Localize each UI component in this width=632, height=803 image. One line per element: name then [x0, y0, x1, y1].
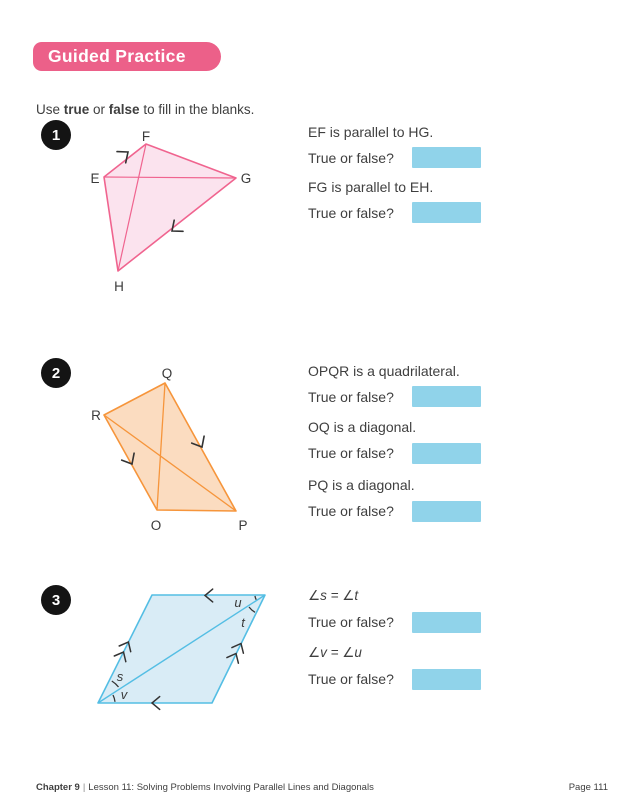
- prompt-text: True or false?: [308, 205, 394, 221]
- answer-blank[interactable]: [412, 386, 481, 407]
- statement-text: FG is parallel to EH.: [308, 179, 434, 195]
- vertex-label-e: E: [90, 171, 100, 186]
- quadrilateral-opqr-shape: [104, 383, 236, 511]
- statement-text: EF is parallel to HG.: [308, 124, 434, 140]
- quadrilateral-efgh-shape: [104, 144, 236, 271]
- instruction-bold-false: false: [108, 101, 140, 117]
- vertex-label-q: Q: [161, 366, 173, 381]
- vertex-label-o: O: [150, 518, 162, 533]
- problem-1-number: 1: [41, 120, 71, 150]
- figure-parallelogram: [90, 585, 275, 717]
- angle-label-v: v: [120, 687, 128, 702]
- figure-quadrilateral-efgh: [85, 125, 260, 300]
- guided-practice-badge: Guided Practice: [33, 42, 221, 71]
- vertex-label-h: H: [114, 279, 124, 294]
- vertex-label-g: G: [240, 171, 252, 186]
- angle-label-s: s: [116, 669, 124, 684]
- footer-lesson: Lesson 11: Solving Problems Involving Parallel Lines and Diagonals: [88, 782, 374, 793]
- vertex-label-f: F: [141, 129, 151, 144]
- prompt-text: True or false?: [308, 389, 394, 405]
- instruction-text: [36, 102, 254, 117]
- prompt-text: True or false?: [308, 614, 394, 630]
- problem-2-number: 2: [41, 358, 71, 388]
- problem-3-number: 3: [41, 585, 71, 615]
- footer-page-number: Page 111: [568, 782, 608, 793]
- footer-separator: |: [82, 782, 86, 793]
- angle-label-u: u: [234, 595, 242, 610]
- instruction-part: Use: [36, 101, 64, 117]
- answer-blank[interactable]: [412, 501, 481, 522]
- footer-chapter: Chapter 9: [36, 782, 80, 793]
- statement-text: ∠s = ∠t: [308, 588, 359, 603]
- instruction-bold-true: true: [63, 101, 90, 117]
- statement-text: ∠v = ∠u: [308, 645, 362, 660]
- prompt-text: True or false?: [308, 445, 394, 461]
- prompt-text: True or false?: [308, 671, 394, 687]
- answer-blank[interactable]: [412, 443, 481, 464]
- answer-blank[interactable]: [412, 669, 481, 690]
- answer-blank[interactable]: [412, 612, 481, 633]
- footer-chapter-lesson: [36, 782, 374, 793]
- answer-blank[interactable]: [412, 202, 481, 223]
- parallel-mark-icon: [117, 152, 128, 163]
- angle-label-t: t: [241, 615, 245, 630]
- figure-quadrilateral-opqr: [85, 360, 260, 538]
- vertex-label-p: P: [238, 518, 248, 533]
- statement-text: OPQR is a quadrilateral.: [308, 363, 460, 379]
- prompt-text: True or false?: [308, 150, 394, 166]
- instruction-part: to fill in the blanks.: [139, 101, 255, 117]
- prompt-text: True or false?: [308, 503, 394, 519]
- answer-blank[interactable]: [412, 147, 481, 168]
- vertex-label-r: R: [91, 408, 101, 423]
- statement-text: OQ is a diagonal.: [308, 419, 417, 435]
- statement-text: PQ is a diagonal.: [308, 477, 415, 493]
- instruction-part: or: [89, 101, 109, 117]
